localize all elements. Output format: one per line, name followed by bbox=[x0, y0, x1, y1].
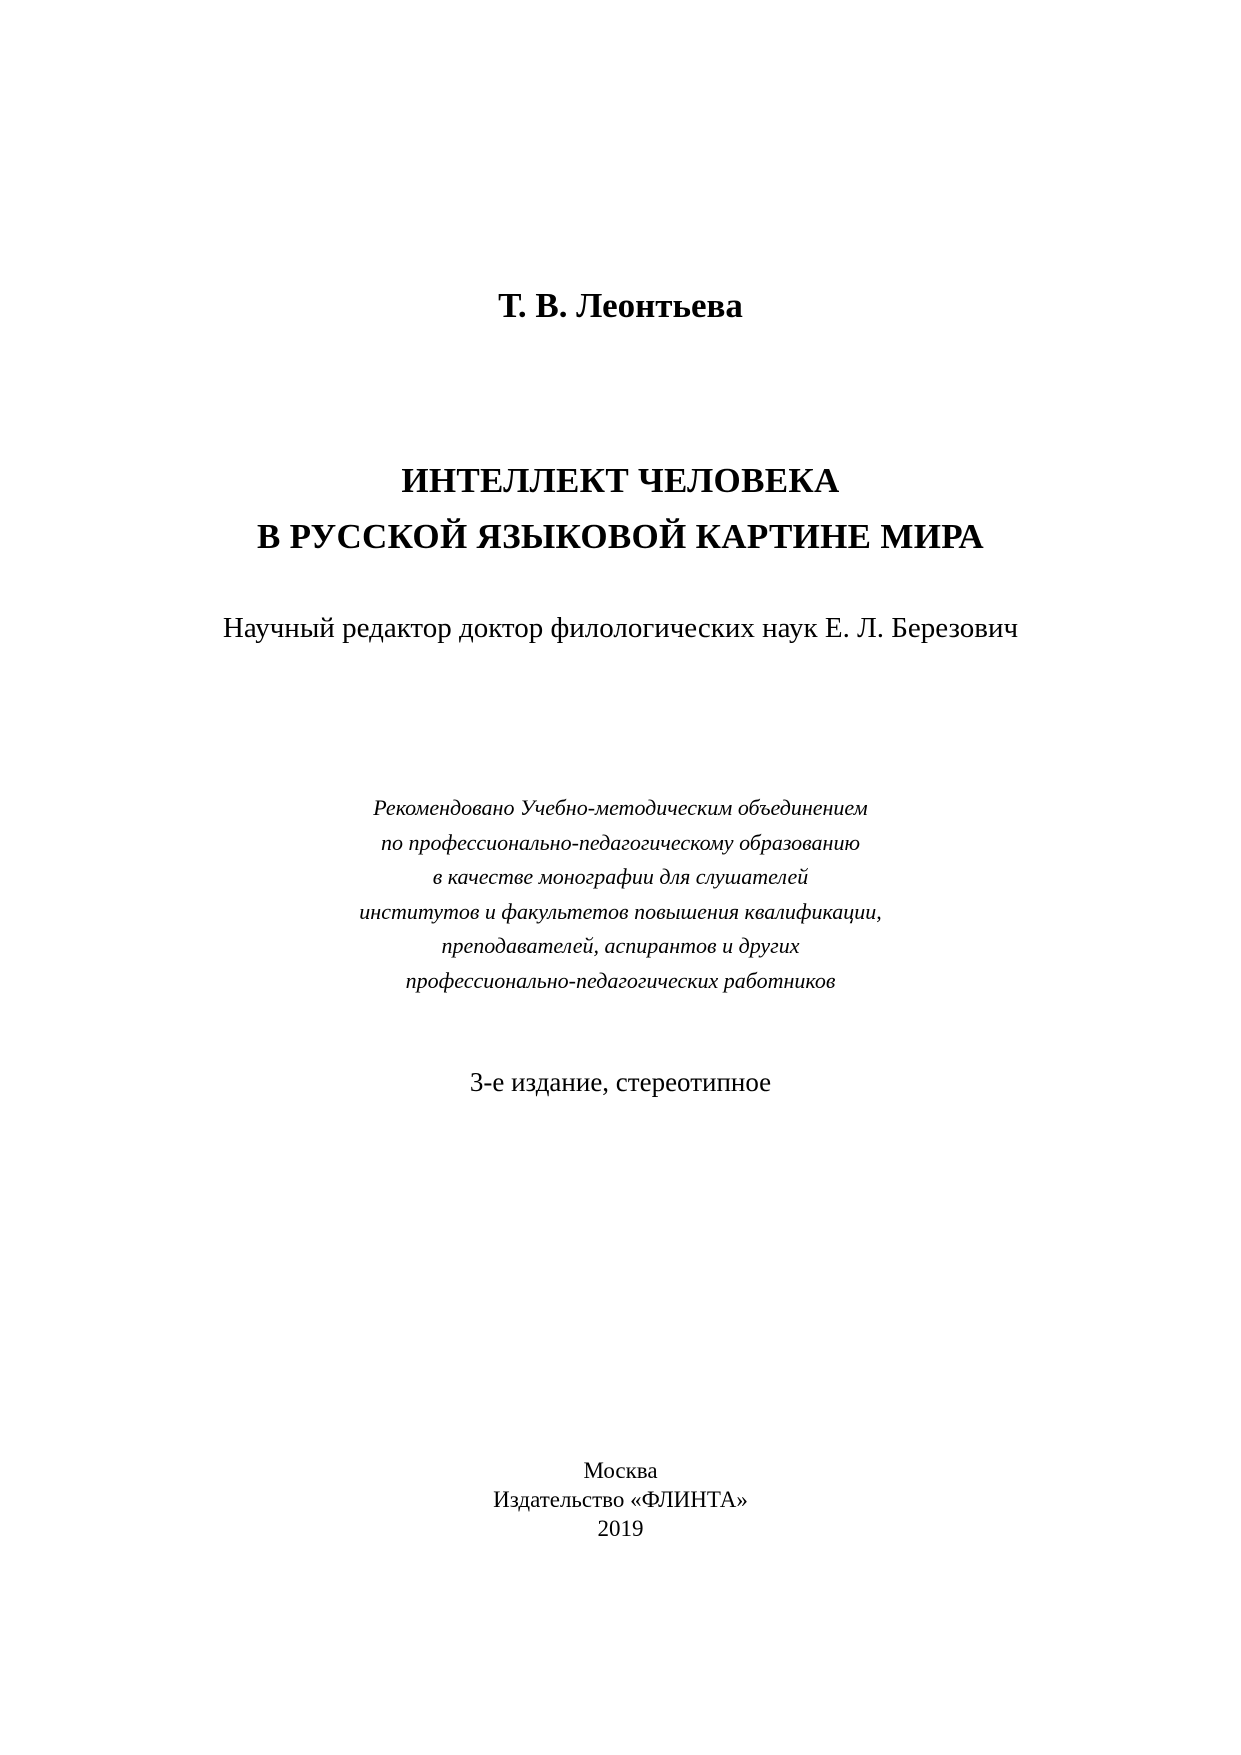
imprint-city: Москва bbox=[583, 1458, 658, 1483]
book-title bbox=[0, 453, 1241, 565]
scientific-editor: Научный редактор доктор филологических наук Е. Л. Березович bbox=[222, 612, 1019, 644]
recommendation-note bbox=[0, 791, 1241, 998]
author-name: Т. В. Леонтьева bbox=[498, 286, 743, 325]
imprint bbox=[0, 1456, 1241, 1543]
recommendation-line: по профессионально-педагогическому образованию bbox=[381, 829, 860, 855]
recommendation-line: преподавателей, аспирантов и других bbox=[441, 933, 800, 958]
book-title-line-1: ИНТЕЛЛЕКТ ЧЕЛОВЕКА bbox=[401, 461, 840, 500]
recommendation-line: Рекомендовано Учебно-методическим объединением bbox=[373, 795, 868, 820]
imprint-publisher: Издательство «ФЛИНТА» bbox=[493, 1487, 748, 1512]
edition-info: 3-е издание, стереотипное bbox=[469, 1067, 772, 1097]
book-title-line-2: В РУССКОЙ ЯЗЫКОВОЙ КАРТИНЕ МИРА bbox=[256, 517, 985, 556]
recommendation-line: институтов и факультетов повышения квалификации, bbox=[359, 898, 882, 924]
recommendation-line: профессионально-педагогических работников bbox=[405, 967, 836, 993]
recommendation-line: в качестве монографии для слушателей bbox=[432, 864, 809, 889]
imprint-year: 2019 bbox=[597, 1516, 644, 1541]
